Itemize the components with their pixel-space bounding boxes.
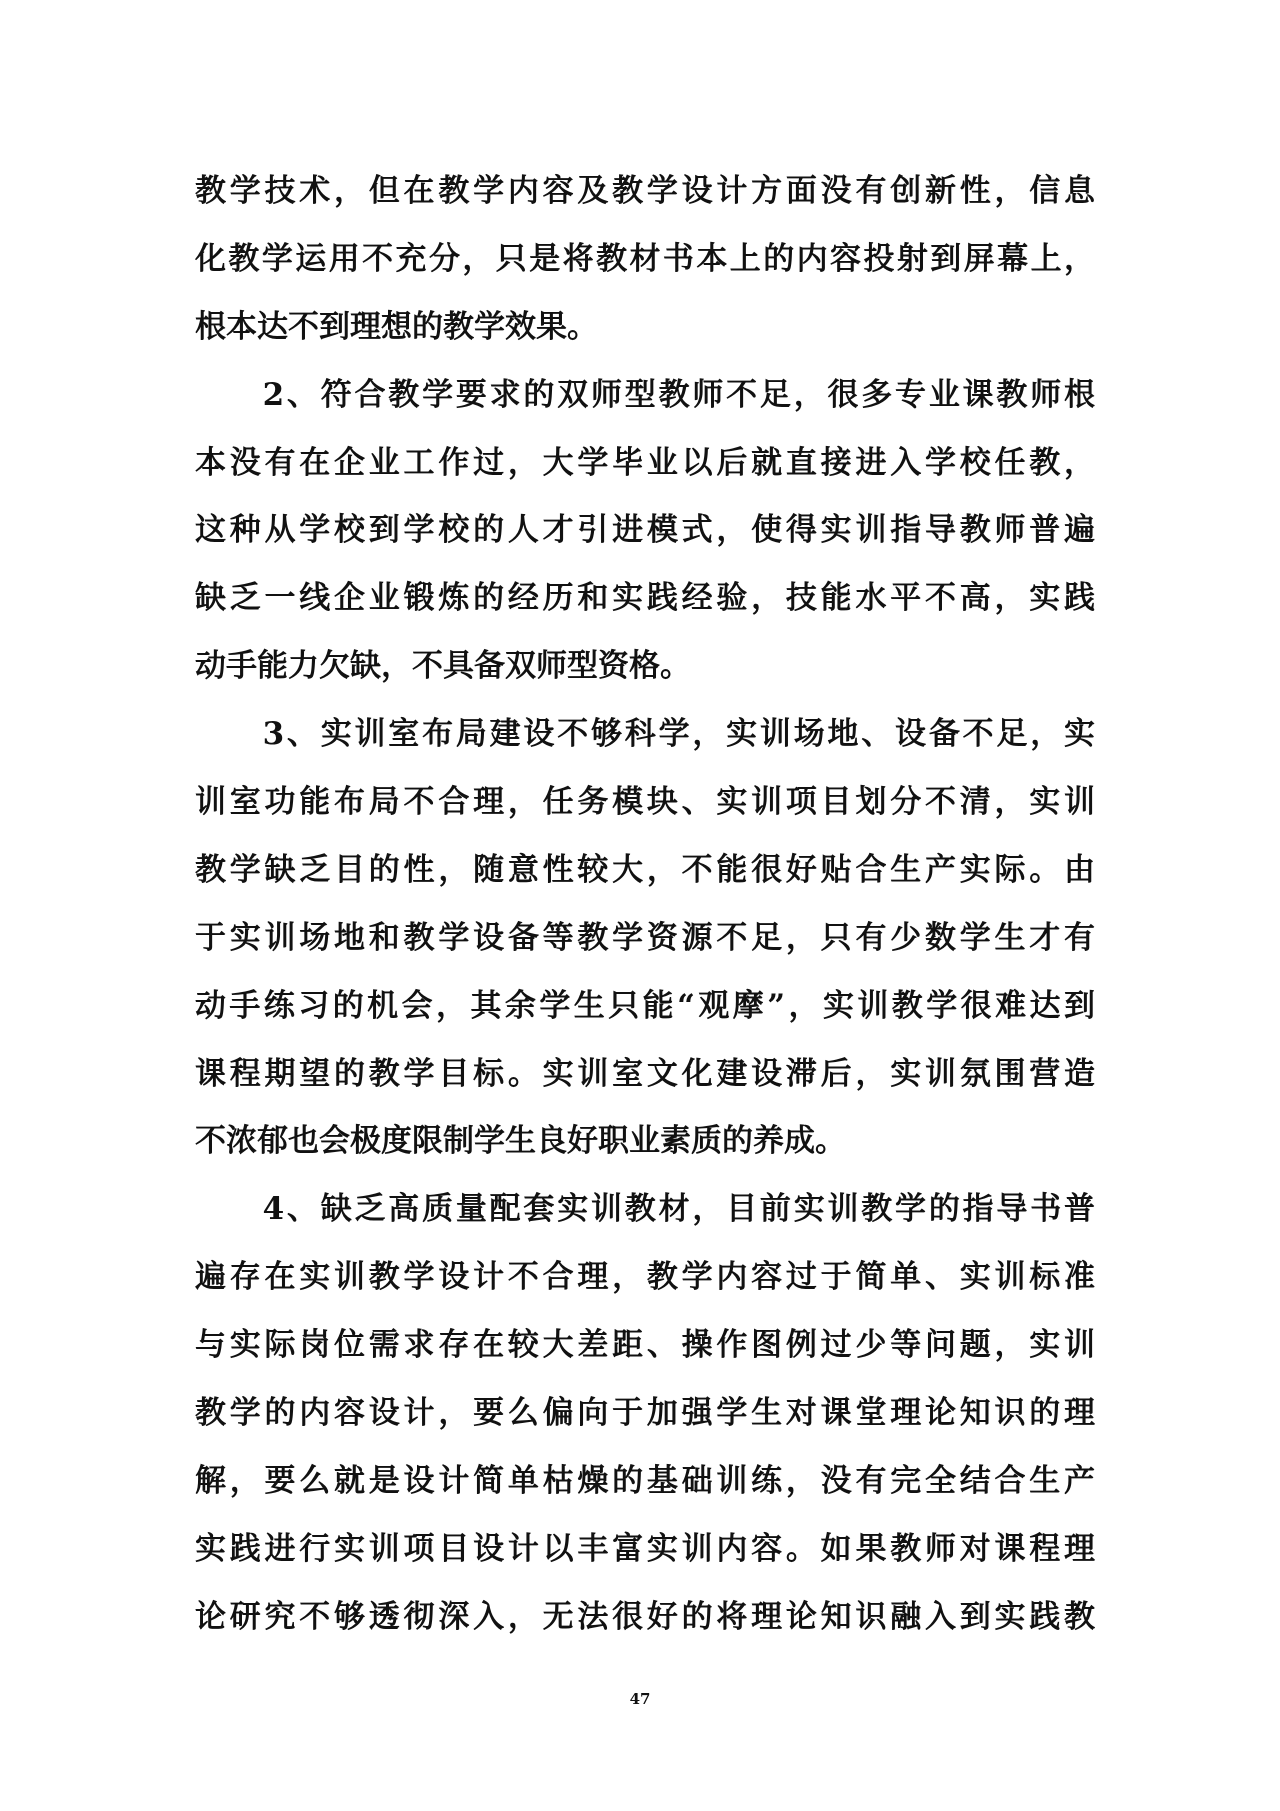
- text-line: 论研究不够透彻深入，无法很好的将理论知识融入到实践教: [195, 1598, 1095, 1635]
- text-line: 课程期望的教学目标。实训室文化建设滞后，实训氛围营造: [195, 1055, 1095, 1092]
- text-line: 3、实训室布局建设不够科学，实训场地、设备不足，实: [195, 716, 1095, 753]
- text-line: 化教学运用不充分，只是将教材书本上的内容投射到屏幕上，: [195, 240, 1095, 277]
- text-line: 动手练习的机会，其余学生只能“观摩”，实训教学很难达到: [195, 987, 1095, 1024]
- text-line: 实践进行实训项目设计以丰富实训内容。如果教师对课程理: [195, 1530, 1095, 1567]
- text-line: 解，要么就是设计简单枯燥的基础训练，没有完全结合生产: [195, 1462, 1095, 1499]
- text-line: 4、缺乏高质量配套实训教材，目前实训教学的指导书普: [195, 1191, 1095, 1228]
- body-text: [195, 158, 1095, 1652]
- text-line: 于实训场地和教学设备等教学资源不足，只有少数学生才有: [195, 919, 1095, 956]
- text-line: 遍存在实训教学设计不合理，教学内容过于简单、实训标准: [195, 1259, 1095, 1296]
- text-line: 不浓郁也会极度限制学生良好职业素质的养成。: [195, 1123, 846, 1160]
- text-line: 教学技术，但在教学内容及教学设计方面没有创新性，信息: [195, 173, 1095, 209]
- text-line: 这种从学校到学校的人才引进模式，使得实训指导教师普遍: [195, 512, 1095, 549]
- text-line: 教学的内容设计，要么偏向于加强学生对课堂理论知识的理: [195, 1395, 1095, 1432]
- page-number: 47: [629, 1690, 651, 1708]
- text-line: 教学缺乏目的性，随意性较大，不能很好贴合生产实际。由: [195, 851, 1095, 888]
- text-line: 缺乏一线企业锻炼的经历和实践经验，技能水平不高，实践: [195, 580, 1095, 617]
- text-line: 2、符合教学要求的双师型教师不足，很多专业课教师根: [195, 376, 1095, 413]
- text-line: 与实际岗位需求存在较大差距、操作图例过少等问题，实训: [195, 1327, 1095, 1364]
- text-line: 本没有在企业工作过，大学毕业以后就直接进入学校任教，: [195, 444, 1095, 481]
- text-line: 根本达不到理想的教学效果。: [195, 308, 598, 345]
- text-line: 动手能力欠缺，不具备双师型资格。: [195, 648, 691, 685]
- text-line: 训室功能布局不合理，任务模块、实训项目划分不清，实训: [195, 784, 1095, 821]
